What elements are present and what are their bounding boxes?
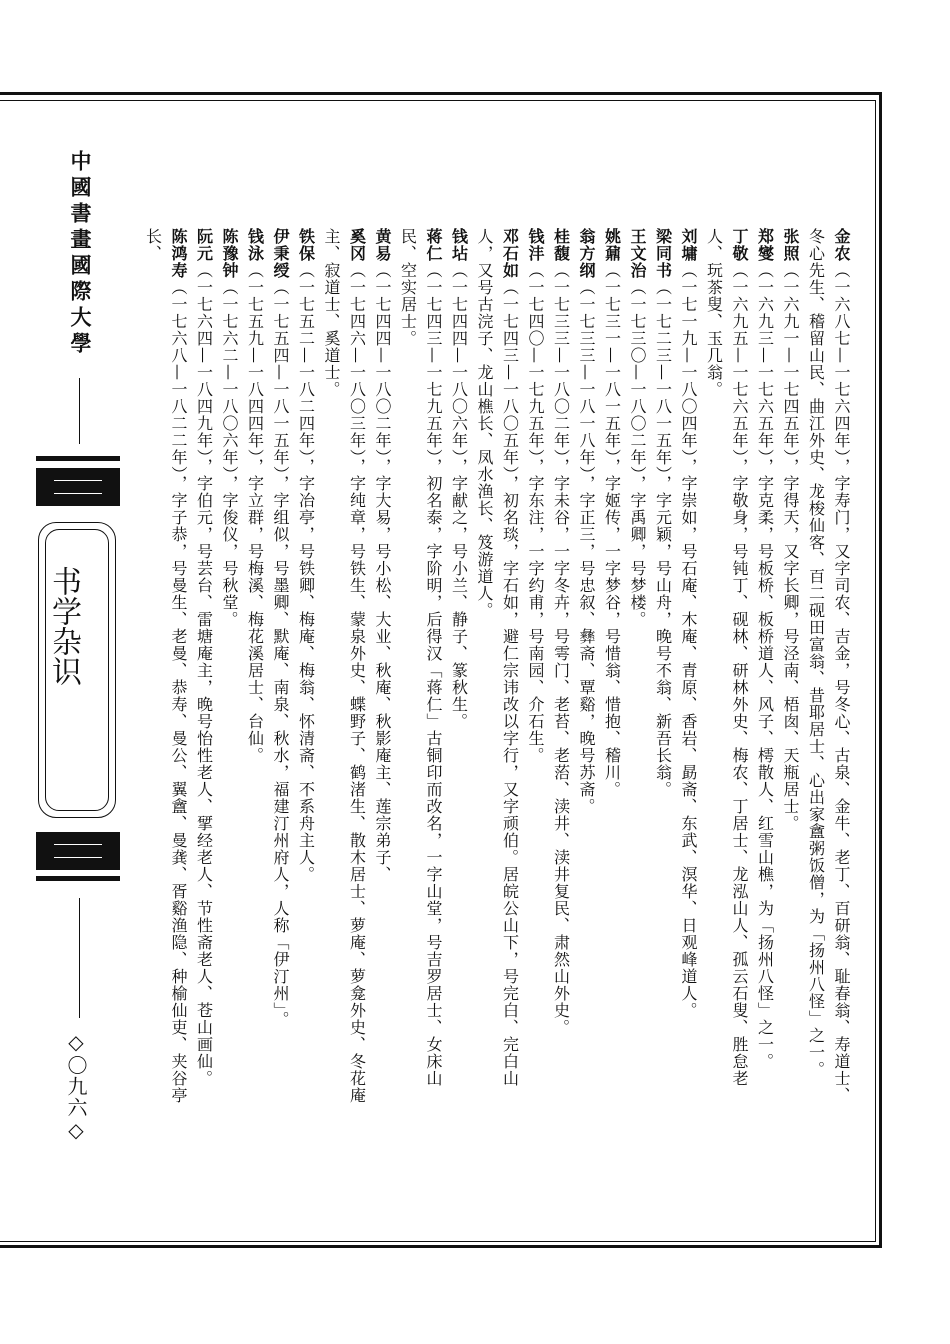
entry xyxy=(574,228,600,1108)
entry xyxy=(140,228,191,1108)
entry-text: （一七三〇—一八〇二年），字禹卿，号梦楼。 xyxy=(628,279,647,628)
entry-name: 陈豫钟 xyxy=(220,228,239,279)
entry xyxy=(395,228,446,1108)
sidebar-rule-upper xyxy=(79,378,80,444)
entry xyxy=(242,228,268,1108)
entry xyxy=(676,228,702,1108)
entry-text: （一七四四—一八〇二年），字大易，号小松、大业、秋庵、秋影庵主、莲宗弟子、 xyxy=(373,262,392,883)
entry xyxy=(319,228,370,1108)
entry-text: （一七二三—一八一五年），字元颖，号山舟，晚号不翁、新吾长翁。 xyxy=(653,279,673,798)
entry-text: （一七四六—一八〇三年），字纯章，号铁生、蒙泉外史、蝶野子、鹤渚生、散木居士、萝庵、萝龛外史、冬花庵主、寂道士、奚道士。 xyxy=(322,228,367,1104)
entry-text: （一七四三—一八〇五年），初名琰，字石如，避仁宗讳改以字行，又字顽伯。居皖公山下，号完白、完白山人，又号古浣子、龙山樵长、凤水渔长、笈游道人。 xyxy=(475,228,520,1087)
entry-text: （一七四三—一七九五年），初名泰，字阶明，后得汉「蒋仁」古铜印而改名，一字山堂，号吉罗居士、女床山民、空实居士。 xyxy=(398,228,443,1087)
main-text xyxy=(138,228,854,1108)
entry xyxy=(523,228,549,1108)
entry xyxy=(446,228,472,1108)
page-number: ◇〇九六◇ xyxy=(64,1030,88,1143)
entry-text: （一七六二—一八〇六年），字俊仪，号秋堂。 xyxy=(220,279,239,628)
entry-text: （一六九五—一七六五年），字敬身，号钝丁、砚林、研林外史、梅农、丁居士、龙泓山人、孤云石叟、胜怠老人、玩茶叟、玉几翁。 xyxy=(704,228,749,1087)
entry-text: （一七五四—一八一五年），字组似，号墨卿、默庵、南泉、秋水，福建汀州府人，人称「伊汀州」。 xyxy=(271,279,290,1028)
entry xyxy=(191,228,217,1108)
entry-text: （一七五二—一八二四年），字冶亭，号铁卿、梅庵、梅翁、怀清斋、不系舟主人。 xyxy=(296,262,316,883)
entry-name: 陈鸿寿 xyxy=(169,228,188,279)
book-title: 书学杂识 xyxy=(46,566,81,686)
entry-text: （一六八七—一七六四年），字寿门，又字司农、吉金，号冬心、古泉、金牛、老丁、百研翁、耻春翁、寿道士、冬心先生、稽留山民、曲江外史、龙梭仙客、百二砚田富翁、昔耶居士、心出家盦粥饭僧，为「扬州八怪」之一。 xyxy=(806,228,851,1104)
entry-name: 金农 xyxy=(832,228,851,262)
entry-name: 姚鼐 xyxy=(602,228,622,262)
entry xyxy=(370,228,396,1108)
entry-name: 蒋仁 xyxy=(424,228,443,262)
entry xyxy=(472,228,523,1108)
entry xyxy=(268,228,294,1108)
entry-text: （一七四四—一八〇六年），字献之，号小兰、静子、篆秋生。 xyxy=(449,262,469,730)
entry-text: （一六九一—一七四五年），字得天，又字长卿，号泾南、梧囱、天瓶居士。 xyxy=(781,262,800,832)
entry-name: 铁保 xyxy=(296,228,316,262)
entry-text: （一七六八—一八二二年），字子恭，号曼生、老曼、恭寿、曼公、翼盦、曼龚、胥谿渔隐、种榆仙吏、夹谷亭长、 xyxy=(143,228,188,1104)
entry-name: 阮元 xyxy=(194,228,214,262)
entry-name: 伊秉绶 xyxy=(271,228,290,279)
entry xyxy=(217,228,243,1108)
entry-name: 张照 xyxy=(781,228,800,262)
book-title-ornament xyxy=(24,456,132,886)
entry-name: 郑燮 xyxy=(755,228,775,262)
entry-name: 黄易 xyxy=(373,228,392,262)
entry-name: 丁敬 xyxy=(730,228,749,262)
entry-text: （一七三一—一八一五年），字姬传，一字梦谷，号惜翁、惜抱、稽川。 xyxy=(602,262,622,798)
entry xyxy=(803,228,854,1108)
entry xyxy=(625,228,651,1108)
entry-text: （一七三三—一八〇二年），字未谷，一字冬卉，号雩门、老苔、老菭、渎井、渎井复民、肃然山外史。 xyxy=(551,262,571,1036)
entry-text: （一七一九—一八〇四年），字崇如，号石庵、木庵、青原、香岩、勗斋、东武、溟华、日观峰道人。 xyxy=(679,262,698,1019)
entry-text: （一七五九—一八四四年），字立群，号梅溪、梅花溪居士、台仙。 xyxy=(245,262,265,764)
entry-text: （一七四〇—一七九五年），字东注，一字约甫，号南园、介石生。 xyxy=(526,262,545,764)
entry xyxy=(778,228,804,1108)
entry-text: （一六九三—一七六五年），字克柔，号板桥、板桥道人、风子、樗散人、红雪山樵，为「扬州八怪」之一。 xyxy=(755,262,775,1070)
entry-name: 邓石如 xyxy=(500,228,520,279)
entry-text: （一七三三—一八一八年），字正三，号忠叙、彝斋、覃谿，晚号苏斋。 xyxy=(577,279,596,815)
publisher-name: 中國書畫國際大學 xyxy=(68,150,93,358)
entry xyxy=(701,228,752,1108)
entry xyxy=(599,228,625,1108)
entry-name: 钱沣 xyxy=(526,228,545,262)
entry-name: 奚冈 xyxy=(347,228,367,262)
entry-name: 翁方纲 xyxy=(577,228,596,279)
entry xyxy=(752,228,778,1108)
entry-name: 梁同书 xyxy=(653,228,673,279)
entry-text: （一七六四—一八四九年），字伯元，号芸台、雷塘庵主，晚号怡性老人、揅经老人、节性斋老人、苍山画仙。 xyxy=(194,262,214,1087)
entry xyxy=(650,228,676,1108)
sidebar-rule-lower xyxy=(79,898,80,1018)
entry xyxy=(293,228,319,1108)
entry-name: 钱坫 xyxy=(449,228,469,262)
entry-name: 刘墉 xyxy=(679,228,698,262)
entry-name: 王文治 xyxy=(628,228,647,279)
entry xyxy=(548,228,574,1108)
entry-name: 桂馥 xyxy=(551,228,571,262)
entry-name: 钱泳 xyxy=(245,228,265,262)
